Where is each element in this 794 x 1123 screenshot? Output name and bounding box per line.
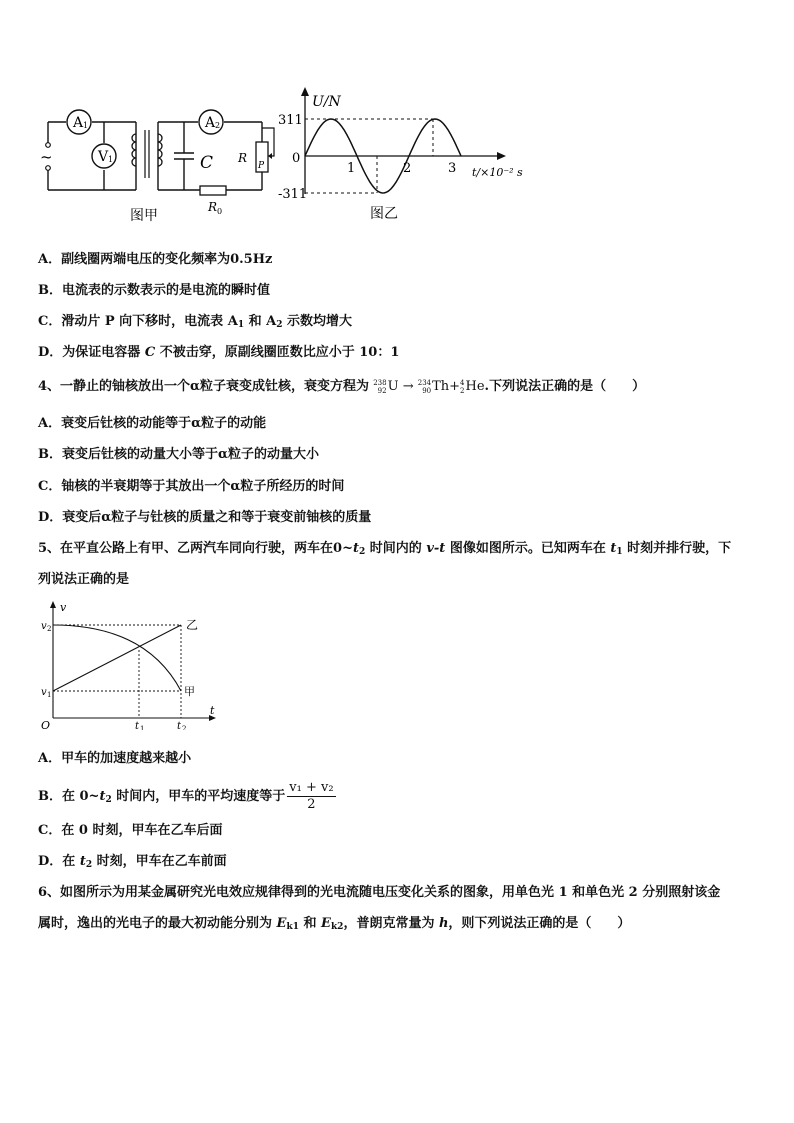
- q6-stem-line2: 属时，逸出的光电子的最大初动能分别为 $E_{k1}$ 和 $E_{k2}$，普朗克常量为 h，则下列说法正确的是（ ）: [38, 916, 631, 932]
- average-velocity-fraction: $\frac{\text{v₁ + v₂}}{2}$: [289, 780, 334, 812]
- svg-text:1: 1: [47, 691, 52, 699]
- svg-text:1: 1: [108, 155, 114, 164]
- ac-source-symbol: ~: [40, 148, 53, 166]
- q5-option-b: B．在 $0\sim t_2$ 时间内，甲车的平均速度等于 $\frac{\text{v₁ + v₂}}{2}$: [38, 780, 334, 812]
- q5-option-c: C．在 0 时刻，甲车在乙车后面: [38, 823, 223, 838]
- circuit-diagram: [36, 98, 276, 223]
- q3-option-a: A．副线圈两端电压的变化频率为0.5Hz: [38, 252, 273, 267]
- svg-text:V: V: [98, 149, 109, 165]
- t1-label: t: [135, 721, 140, 730]
- q5-option-d: D．在 $t_2$ 时刻，甲车在乙车前面: [38, 854, 227, 870]
- label-jia: 甲: [184, 685, 195, 698]
- q4-option-c: C．铀核的半衰期等于其放出一个α粒子所经历的时间: [38, 479, 345, 494]
- q4-option-b: B．衰变后钍核的动量大小等于α粒子的动量大小: [38, 447, 319, 462]
- v1-label: v: [41, 687, 47, 698]
- resistor-r0-icon: [200, 186, 226, 216]
- svg-text:0: 0: [217, 207, 223, 216]
- graph-y-label: U/N: [312, 94, 341, 110]
- graph-x-label: t/×10⁻² s: [472, 166, 523, 179]
- svg-text:1: 1: [140, 725, 145, 730]
- q5-stem-line1: 5、在平直公路上有甲、乙两汽车同向行驶，两车在$0\sim t_2$ 时间内的 v-t 图像如图所示。已知两车在 $t_1$ 时刻并排行驶，下: [38, 541, 732, 557]
- voltage-time-graph: [278, 84, 528, 224]
- caption-figure-right: 图乙: [370, 206, 398, 222]
- tick-0: 0: [292, 151, 301, 166]
- q3-option-d: D．为保证电容器 C 不被击穿，原副线圈匝数比应小于 10：1: [38, 345, 400, 360]
- svg-text:P: P: [258, 161, 265, 171]
- tick-311: 311: [278, 113, 303, 128]
- svg-text:2: 2: [47, 625, 52, 633]
- rheostat-icon: [237, 128, 274, 172]
- tick-neg-311: -311: [278, 187, 308, 202]
- capacitor-label: C: [200, 153, 214, 173]
- q4-option-a: A．衰变后钍核的动能等于α粒子的动能: [38, 416, 267, 431]
- svg-text:2: 2: [182, 725, 187, 730]
- tick-3: 3: [448, 161, 457, 176]
- voltmeter-v1-icon: [92, 144, 116, 168]
- label-yi: 乙: [186, 618, 199, 632]
- svg-text:R: R: [238, 151, 248, 165]
- q5-stem-line2: 列说法正确的是: [38, 572, 130, 587]
- t2-label: t: [177, 721, 182, 730]
- svg-text:R: R: [208, 200, 218, 214]
- vt-graph: [36, 598, 226, 730]
- tick-1: 1: [347, 161, 356, 176]
- t-axis-label: t: [210, 704, 215, 717]
- q4-option-d: D．衰变后α粒子与钍核的质量之和等于衰变前铀核的质量: [38, 510, 372, 525]
- caption-figure-left: 图甲: [130, 208, 158, 223]
- v2-label: v: [41, 621, 47, 632]
- ammeter-a2-icon: [199, 110, 223, 134]
- q3-option-b: B．电流表的示数表示的是电流的瞬时值: [38, 283, 271, 298]
- tick-2: 2: [403, 161, 412, 176]
- q6-stem-line1: 6、如图所示为用某金属研究光电效应规律得到的光电流随电压变化关系的图象，用单色光 1 和单色光 2 分别照射该金: [38, 885, 721, 900]
- q5-option-a: A．甲车的加速度越来越小: [38, 751, 192, 766]
- decay-equation: 238 92U → 234 90Th+4 2He: [373, 378, 485, 395]
- svg-text:A: A: [73, 115, 84, 131]
- v-axis-label: v: [60, 601, 67, 614]
- q3-option-c: C．滑动片 P 向下移时，电流表 $A_1$ 和 $A_2$ 示数均增大: [38, 314, 353, 330]
- svg-text:2: 2: [215, 121, 221, 130]
- svg-text:1: 1: [83, 121, 89, 130]
- svg-text:A: A: [205, 115, 216, 131]
- q4-stem: 4、一静止的铀核放出一个α粒子衰变成钍核，衰变方程为 238 92U → 234 90Th+4 2He.下列说法正确的是（ ）: [38, 378, 646, 395]
- origin-label: O: [41, 719, 51, 730]
- ammeter-a1-icon: [67, 110, 91, 134]
